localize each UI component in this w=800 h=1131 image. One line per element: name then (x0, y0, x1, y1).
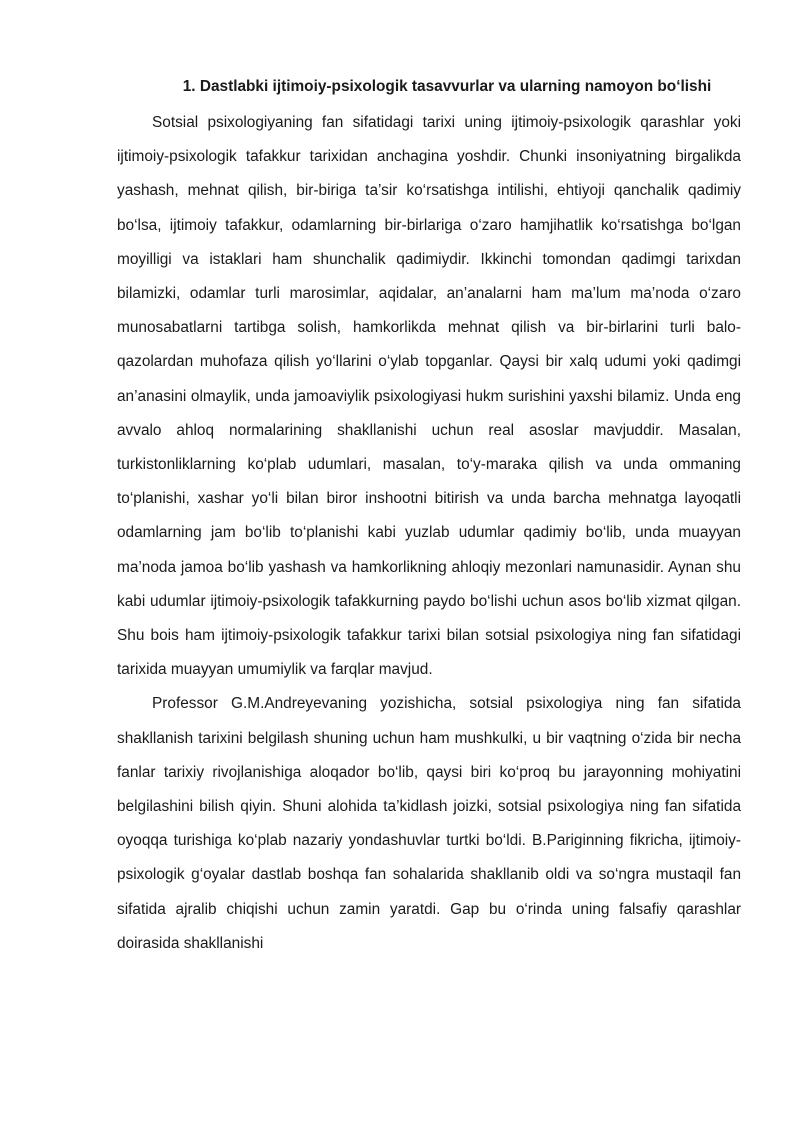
document-body (117, 74, 741, 961)
paragraph-1: Sotsial psixologiyaning fan sifatidagi tarixi uning ijtimoiy-psixologik qarashlar yoki ijtimoiy-psixologik tafakkur tarixidan anchagina yoshdir. Chunki insoniyatning birgalikda yashash, mehnat qilish, bir-biriga ta’sir ko‘rsatishga intilishi, ehtiyoji qanchalik qadimiy bo‘lsa, ijtimoiy tafakkur, odamlarning bir-birlariga o‘zaro hamjihatlik ko‘rsatishga bo‘lgan moyilligi va istaklari ham shunchalik qadimiydir. Ikkinchi tomondan qadimgi tarixdan bilamizki, odamlar turli marosimlar, aqidalar, an’analarni ham ma’lum ma’noda o‘zaro munosabatlarni tartibga solish, hamkorlikda mehnat qilish va bir-birlarini turli balo-qazolardan muhofaza qilish yo‘llarini o‘ylab topganlar. Qaysi bir xalq udumi yoki qadimgi an’anasini olmaylik, unda jamoaviylik psixologiyasi hukm surishini yaxshi bilamiz. Unda eng avvalo ahloq normalarining shakllanishi uchun real asoslar mavjuddir. Masalan, turkistonliklarning ko‘plab udumlari, masalan, to‘y-maraka qilish va unda ommaning to‘planishi, xashar yo‘li bilan biror inshootni bitirish va unda barcha mehnatga layoqatli odamlarning jam bo‘lib to‘planishi kabi yuzlab udumlar qadimiy bo‘lib, unda muayyan ma’noda jamoa bo‘lib yashash va hamkorlikning ahloqiy mezonlari namunasidir. Aynan shu kabi udumlar ijtimoiy-psixologik tafakkurning paydo bo‘lishi uchun asos bo‘lib xizmat qilgan. Shu bois ham ijtimoiy-psixologik tafakkur tarixi bilan sotsial psixologiya ning fan sifatidagi tarixida muayyan umumiylik va farqlar mavjud. (117, 114, 741, 679)
section-heading: 1. Dastlabki ijtimoiy-psixologik tasavvurlar va ularning namoyon bo‘lishi (182, 78, 712, 95)
paragraph-2: Professor G.M.Andreyevaning yozishicha, sotsial psixologiya ning fan sifatida shakllanish tarixini belgilash shuning uchun ham mushkulki, u bir vaqtning o‘zida bir necha fanlar tarixiy rivojlanishiga aloqador bo‘lib, qaysi biri ko‘proq bu jarayonning mohiyatini belgilashini bilish qiyin. Shuni alohida ta’kidlash joizki, sotsial psixologiya ning fan sifatida oyoqqa turishiga ko‘plab nazariy yondashuvlar turtki bo‘ldi. B.Pariginning fikricha, ijtimoiy-psixologik g‘oyalar dastlab boshqa fan sohalarida shakllanib oldi va so‘ngra mustaqil fan sifatida ajralib chiqishi uchun zamin yaratdi. Gap bu o‘rinda uning falsafiy qarashlar doirasida shakllanishi (117, 695, 741, 952)
